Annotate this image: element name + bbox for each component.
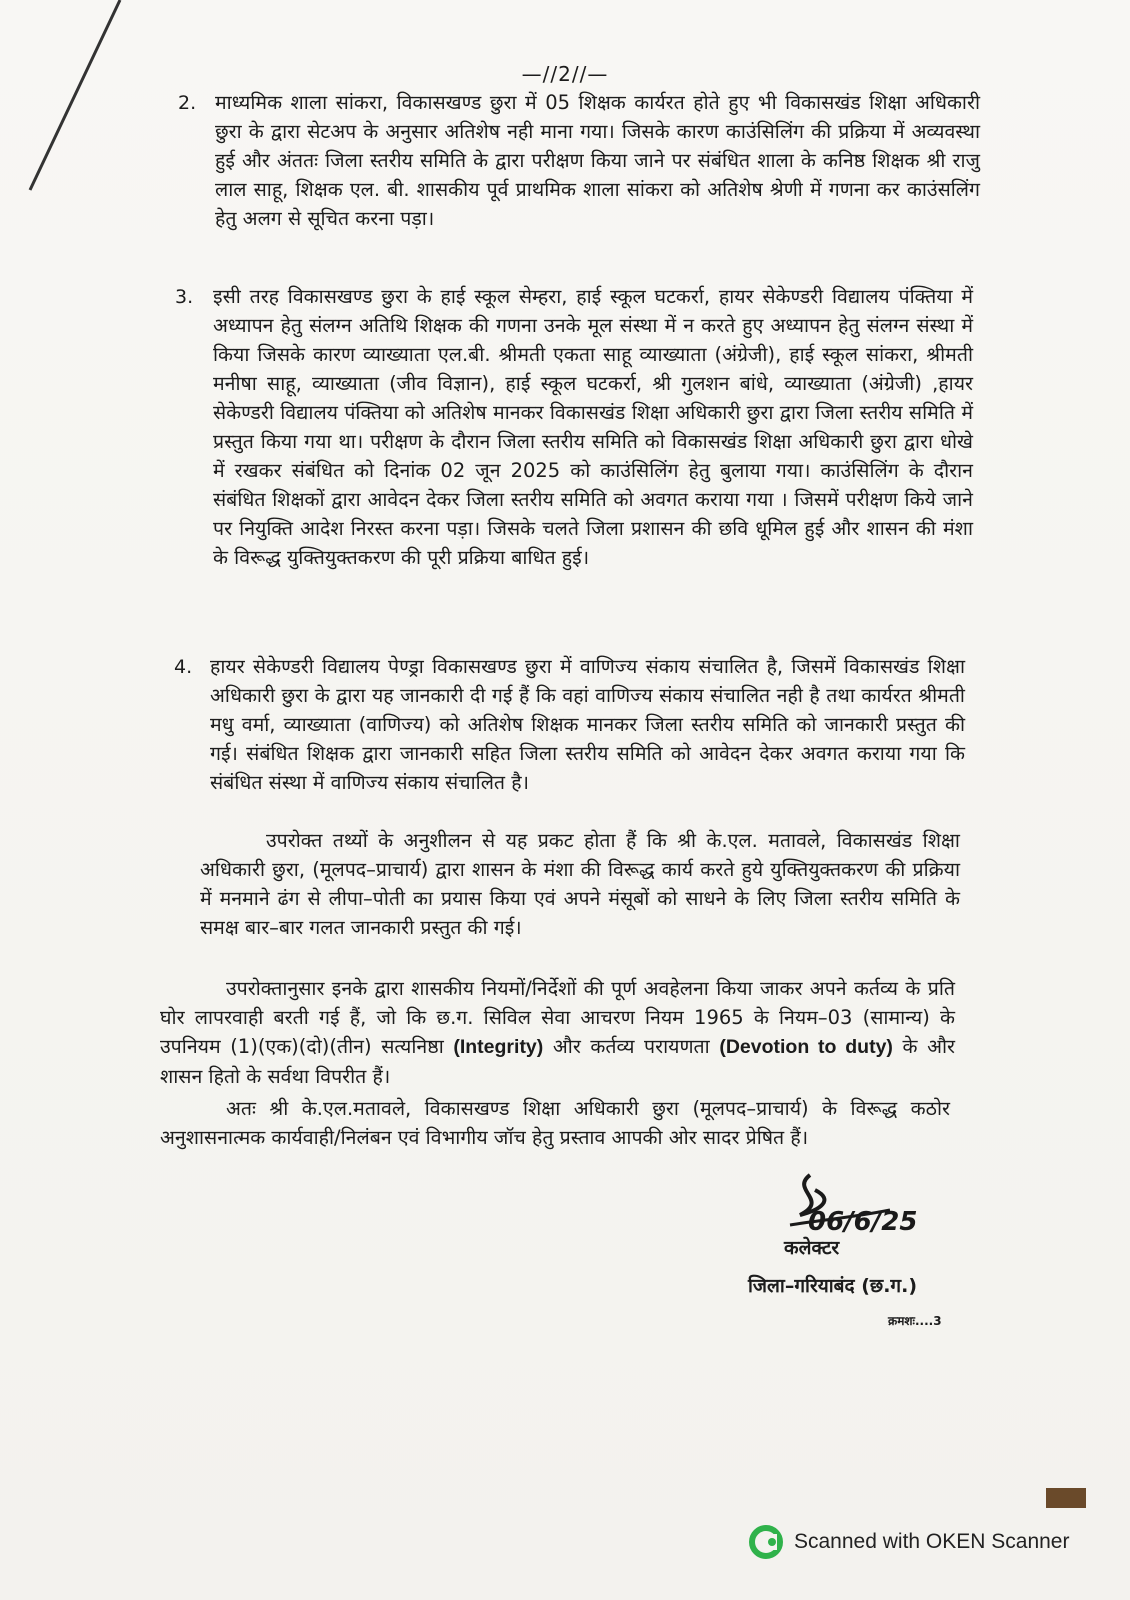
proposal-text: अतः श्री के.एल.मतावले, विकासखण्ड शिक्षा अधिकारी छुरा (मूलपद–प्राचार्य) के विरूद्ध कठोर अनुशासनात्मक कार्यवाही/निलंबन एवं विभागीय जॉच हेतु प्रस्ताव आपकी ओर सादर प्रेषित हैं। xyxy=(160,1097,950,1149)
item-number-3: 3. xyxy=(175,286,194,308)
findings-paragraph xyxy=(200,826,960,942)
scanner-label: Scanned with OKEN Scanner xyxy=(794,1530,1070,1553)
page-number: —//2//— xyxy=(521,62,609,86)
corner-mark xyxy=(1046,1488,1086,1508)
proposal-paragraph xyxy=(160,1094,950,1152)
item-text-4: हायर सेकेण्डरी विद्यालय पेण्ड्रा विकासखण्ड छुरा में वाणिज्य संकाय संचालित है, जिसमें विकासखंड शिक्षा अधिकारी छुरा के द्वारा यह जानकारी दी गई हैं कि वहां वाणिज्य संकाय संचालित नही है तथा कार्यरत श्रीमती मधु वर्मा, व्याख्याता (वाणिज्य) को अतिशेष शिक्षक मानकर जिला स्तरीय समिति को जानकारी प्रस्तुत की गई। संबंधित शिक्षक द्वारा जानकारी सहित जिला स्तरीय समिति को आवेदन देकर अवगत कराया गया कि संबंधित संस्था में वाणिज्य संकाय संचालित है। xyxy=(210,655,965,794)
signature-date: 06/6/25 xyxy=(808,1207,918,1237)
rules-text-middle: और कर्तव्य परायणता xyxy=(552,1035,710,1058)
designation: कलेक्टर xyxy=(784,1237,840,1259)
item-number-2: 2. xyxy=(178,92,197,114)
rules-text-before: उपरोक्तानुसार इनके द्वारा शासकीय नियमों/निर्देशों की पूर्ण अवहेलना किया जाकर अपने कर्तव्य के प्रति घोर लापरवाही बरती गई हैं, जो कि छ.ग. सिविल सेवा आचरण नियम 1965 के नियम–03 (सामान्य) के उपनियम (1)(एक)(दो)(तीन) सत्यनिष्ठा xyxy=(160,977,955,1058)
integrity-term: (Integrity) xyxy=(453,1036,544,1058)
scan-edge-line xyxy=(0,0,140,200)
scanner-watermark xyxy=(748,1524,1069,1560)
district: जिला–गरियाबंद (छ.ग.) xyxy=(748,1275,918,1297)
continued-marker: क्रमशः....3 xyxy=(888,1314,942,1328)
rules-paragraph xyxy=(160,974,955,1091)
scanner-logo-icon xyxy=(748,1524,784,1560)
findings-text: उपरोक्त तथ्यों के अनुशीलन से यह प्रकट होता हैं कि श्री के.एल. मतावले, विकासखंड शिक्षा अधिकारी छुरा, (मूलपद–प्राचार्य) द्वारा शासन के मंशा की विरूद्ध कार्य करते हुये युक्तियुक्तकरण की प्रक्रिया में मनमाने ढंग से लीपा–पोती का प्रयास किया एवं अपने मंसूबों को साधने के लिए जिला स्तरीय समिति के समक्ष बार–बार गलत जानकारी प्रस्तुत की गई। xyxy=(200,829,960,939)
item-text-3: इसी तरह विकासखण्ड छुरा के हाई स्कूल सेम्हरा, हाई स्कूल घटकर्रा, हायर सेकेण्डरी विद्यालय पंक्तिया में अध्यापन हेतु संलग्न अतिथि शिक्षक की गणना उनके मूल संस्था में न करते हुए अध्यापन हेतु संलग्न संस्था में किया जिसके कारण व्याख्याता एल.बी. श्रीमती एकता साहू व्याख्याता (अंग्रेजी), हाई स्कूल सांकरा, श्रीमती मनीषा साहू, व्याख्याता (जीव विज्ञान), हाई स्कूल घटकर्रा, श्री गुलशन बांधे, व्याख्याता (अंग्रेजी) ,हायर सेकेण्डरी विद्यालय पंक्तिया को अतिशेष मानकर विकासखंड शिक्षा अधिकारी छुरा द्वारा जिला स्तरीय समिति में प्रस्तुत किया गया था। परीक्षण के दौरान जिला स्तरीय समिति को विकासखंड शिक्षा अधिकारी छुरा द्वारा धोखे में रखकर संबंधित को दिनांक 02 जून 2025 को काउंसिलिंग हेतु बुलाया गया। काउंसिलिंग के दौरान संबंधित शिक्षकों द्वारा आवेदन देकर जिला स्तरीय समिति को अवगत कराया गया । जिसमें परीक्षण किये जाने पर नियुक्ति आदेश निरस्त करना पड़ा। जिसके चलते जिला प्रशासन की छवि धूमिल हुई और शासन की मंशा के विरूद्ध युक्तियुक्तकरण की पूरी प्रक्रिया बाधित हुई। xyxy=(213,285,973,569)
item-number-4: 4. xyxy=(174,656,193,678)
rules-text-after: के और शासन हितो के सर्वथा विपरीत हैं। xyxy=(160,1035,956,1088)
devotion-term: (Devotion to duty) xyxy=(719,1036,893,1058)
item-text-2: माध्यमिक शाला सांकरा, विकासखण्ड छुरा में 05 शिक्षक कार्यरत होते हुए भी विकासखंड शिक्षा अधिकारी छुरा के द्वारा सेटअप के अनुसार अतिशेष नही माना गया। जिसके कारण काउंसिलिंग की प्रक्रिया में अव्यवस्था हुई और अंततः जिला स्तरीय समिति के द्वारा परीक्षण किया जाने पर संबंधित शाला के कनिष्ठ शिक्षक श्री राजु लाल साहू, शिक्षक एल. बी. शासकीय पूर्व प्राथमिक शाला सांकरा को अतिशेष श्रेणी में गणना कर काउंसलिंग हेतु अलग से सूचित करना पड़ा। xyxy=(215,91,980,230)
